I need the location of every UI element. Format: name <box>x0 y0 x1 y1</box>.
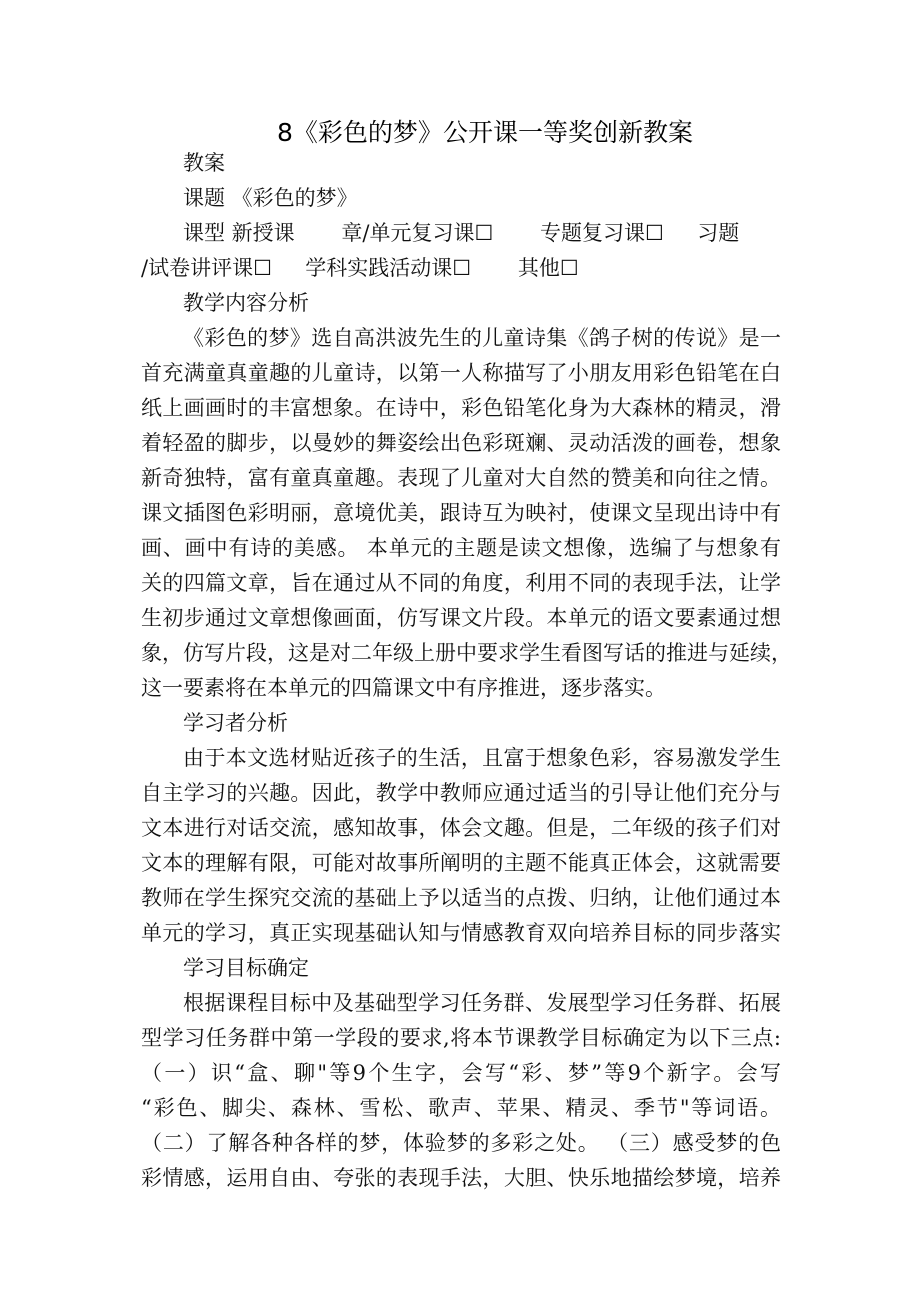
paragraph-line: 这一要素将在本单元的四篇课文中有序推进，逐步落实。 <box>141 676 666 700</box>
paragraph-line: 文本的理解有限，可能对故事所阐明的主题不能真正体会，这就需要 <box>141 851 781 875</box>
paragraph-line: 新奇独特，富有童真童趣。表现了儿童对大自然的赞美和向往之情。 <box>141 466 781 490</box>
heading-learning-objectives: 学习目标确定 <box>183 956 309 980</box>
paragraph-line: 教师在学生探究交流的基础上予以适当的点拨、归纳，让他们通过本 <box>141 886 781 910</box>
paragraph-line: 生初步通过文章想像画面，仿写课文片段。本单元的语文要素通过想 <box>141 606 781 630</box>
paragraph-line: 课文插图色彩明丽，意境优美，跟诗互为映衬，使课文呈现出诗中有 <box>141 501 781 525</box>
paragraph-line: 关的四篇文章，旨在通过从不同的角度，利用不同的表现手法，让学 <box>141 571 781 595</box>
paragraph-line: 自主学习的兴趣。因此，教学中教师应通过适当的引导让他们充分与 <box>141 781 781 805</box>
paragraph-line: 纸上画画时的丰富想象。在诗中，彩色铅笔化身为大森林的精灵，滑 <box>141 396 781 420</box>
paragraph-line: 型学习任务群中第一学段的要求,将本节课教学目标确定为以下三点: <box>141 1026 781 1050</box>
paragraph-line: 由于本文选材贴近孩子的生活，且富于想象色彩，容易激发学生 <box>183 746 781 770</box>
paragraph-line: 单元的学习，真正实现基础认知与情感教育双向培养目标的同步落实 <box>141 921 781 945</box>
heading-learner-analysis: 学习者分析 <box>183 711 288 735</box>
paragraph-line: 首充满童真童趣的儿童诗，以第一人称描写了小朋友用彩色铅笔在白 <box>141 361 781 385</box>
paragraph-line: 着轻盈的脚步，以曼妙的舞姿绘出色彩斑斓、灵动活泼的画卷，想象 <box>141 431 781 455</box>
paragraph-line: 根据课程目标中及基础型学习任务群、发展型学习任务群、拓展 <box>183 991 781 1015</box>
lesson-topic: 课题 《彩色的梦》 <box>183 186 358 210</box>
paragraph-line: 象，仿写片段，这是对二年级上册中要求学生看图写话的推进与延续， <box>141 641 792 665</box>
paragraph-line: （二）了解各种各样的梦，体验梦的多彩之处。 （三）感受梦的色 <box>141 1131 781 1155</box>
lesson-type-line-1: 课型 新授课 章/单元复习课☐ 专题复习课☐ 习题 <box>183 221 740 245</box>
heading-content-analysis: 教学内容分析 <box>183 291 309 315</box>
paragraph-line: 彩情感，运用自由、夸张的表现手法，大胆、快乐地描绘梦境，培养 <box>141 1166 781 1190</box>
paragraph-line: 文本进行对话交流，感知故事，体会文趣。但是，二年级的孩子们对 <box>141 816 781 840</box>
section-label-jiaoan: 教案 <box>183 151 225 175</box>
paragraph-line: 画、画中有诗的美感。 本单元的主题是读文想像，选编了与想象有 <box>141 536 781 560</box>
paragraph-line: “彩色、脚尖、森林、雪松、歌声、苹果、精灵、季节"等词语。 <box>141 1096 781 1120</box>
page-title: 8《彩色的梦》公开课一等奖创新教案 <box>277 118 693 147</box>
paragraph-line: 《彩色的梦》选自高洪波先生的儿童诗集《鸽子树的传说》是一 <box>183 326 781 350</box>
lesson-type-line-2: /试卷讲评课☐ 学科实践活动课☐ 其他☐ <box>141 256 579 280</box>
paragraph-line: （一）识“盒、聊"等9个生字，会写“彩、梦”等9个新字。会写 <box>141 1061 781 1085</box>
